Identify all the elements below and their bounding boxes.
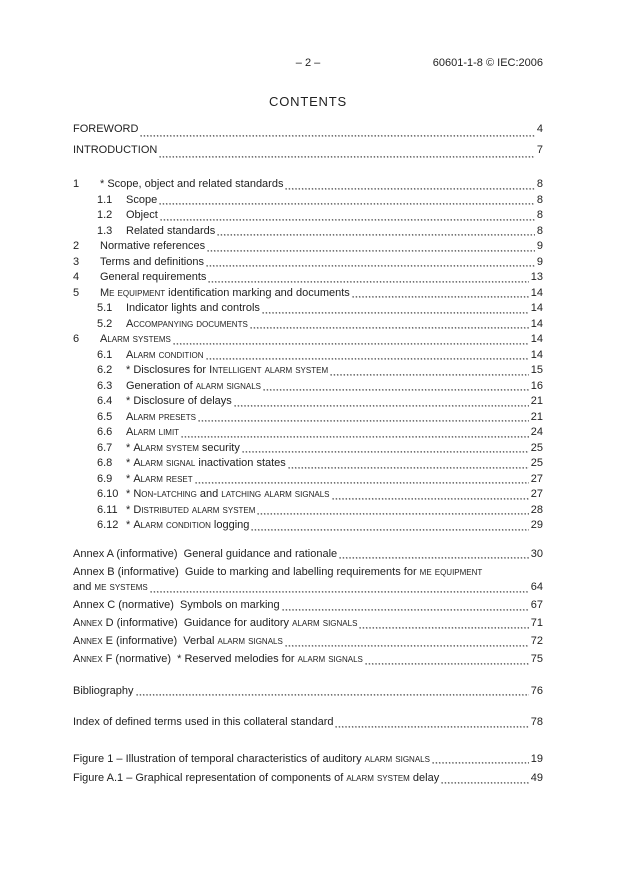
toc-entry [73, 410, 543, 426]
toc-entry-label [73, 616, 357, 632]
toc-entry-label [126, 193, 157, 209]
dot-leader [159, 140, 535, 161]
toc-entry-label [100, 286, 350, 302]
toc-entry-number: 6.11 [97, 503, 118, 516]
defined-term-text: Me equipment [100, 286, 166, 299]
defined-term-text: me systems [94, 581, 148, 593]
toc-entry-label [100, 332, 171, 348]
toc-entry-label [126, 394, 232, 410]
toc-entry-label [126, 379, 261, 395]
toc-entry-number: 6.10 [97, 488, 119, 500]
dot-leader [263, 379, 529, 395]
toc-entry-label [73, 547, 337, 563]
plain-text: Scope [126, 193, 158, 206]
toc-entry-label [73, 684, 134, 700]
toc-entry-page: 14 [530, 317, 543, 330]
toc-entry-label [73, 715, 333, 731]
plain-text: (informative) Guidance for auditory [113, 617, 293, 629]
defined-term-text: Annex D [73, 617, 114, 629]
toc-entry [73, 441, 543, 457]
toc-entry [73, 518, 543, 534]
toc-entry-page: 21 [530, 395, 543, 407]
toc-entry-page: 49 [530, 772, 543, 784]
toc-entry [73, 119, 543, 140]
toc-entry [73, 332, 543, 348]
plain-text: FOREWORD [73, 123, 139, 135]
dot-leader [285, 177, 534, 193]
toc-entry-label [126, 317, 248, 333]
toc-entry [73, 487, 543, 503]
toc-entry-number: 6.9 [97, 472, 113, 485]
toc-entry-number: 3 [73, 255, 80, 268]
toc-entry-page: 30 [530, 547, 543, 560]
toc-entry-page: 19 [530, 752, 543, 765]
defined-term-text: alarm signals [217, 635, 283, 647]
defined-term-text: Annex F [73, 653, 113, 665]
dot-leader [332, 487, 529, 503]
toc-entry-number: 1.1 [97, 193, 113, 206]
dot-leader [150, 580, 529, 596]
toc-entry [73, 239, 543, 255]
toc-entry [73, 394, 543, 410]
dot-leader [206, 348, 529, 364]
toc-entry-page: 9 [536, 240, 543, 252]
dot-leader [140, 119, 534, 140]
dot-leader [217, 224, 535, 240]
toc-entry-number: 5 [73, 286, 80, 299]
toc-entry-number: 2 [73, 240, 80, 252]
toc-entry [73, 286, 543, 302]
toc-entry-page: 27 [530, 472, 543, 485]
dot-leader [441, 771, 529, 787]
toc-entry-number: 6.2 [97, 364, 113, 376]
toc-entry [73, 363, 543, 379]
defined-term-text: Alarm signal [133, 457, 196, 469]
toc-entry-page: 14 [530, 348, 543, 361]
plain-text: Related standards [126, 224, 216, 237]
dot-leader [173, 332, 529, 348]
plain-text: identification marking and documents [165, 286, 350, 299]
toc-entry-label [73, 119, 138, 140]
toc-entry-page: 8 [536, 224, 543, 237]
toc-front-matter [73, 119, 543, 161]
toc-entry [73, 301, 543, 317]
plain-text: Terms and definitions [100, 255, 204, 268]
toc-entry-page: 25 [530, 441, 543, 454]
toc-entry-number: 6.4 [97, 395, 113, 407]
toc-entry [73, 715, 543, 731]
toc-entry-page: 8 [536, 193, 543, 206]
toc-entry-label [126, 301, 260, 317]
defined-term-text: Alarm limit [126, 426, 180, 438]
toc-entry [73, 255, 543, 271]
toc-entry-page: 7 [536, 144, 543, 156]
plain-text: * [126, 457, 134, 469]
toc-entry-page: 27 [530, 488, 543, 500]
defined-term-text: alarm signals [292, 617, 358, 629]
dot-leader [257, 503, 528, 519]
dot-leader [206, 255, 535, 271]
toc-entry-page: 14 [530, 286, 543, 299]
toc-entry-label [126, 456, 286, 472]
toc-entry-number: 6.7 [97, 441, 113, 454]
plain-text: security [198, 441, 240, 454]
toc-entry-label [100, 177, 283, 193]
plain-text: Figure 1 – Illustration of temporal characteristics of auditory [73, 752, 365, 765]
toc-entry-label [126, 348, 204, 364]
toc-entry [73, 348, 543, 364]
toc-entry [73, 771, 543, 787]
toc-entry [73, 208, 543, 224]
dot-leader [262, 301, 529, 317]
plain-text: (informative) Verbal [112, 635, 218, 647]
defined-term-text: Annex E [73, 635, 113, 647]
plain-text: Indicator lights and controls [126, 302, 260, 314]
toc-entry [73, 565, 543, 581]
toc-entry [73, 270, 543, 286]
dot-leader [352, 286, 529, 302]
toc-entry-page: 15 [530, 364, 543, 376]
plain-text: * [126, 488, 134, 500]
dot-leader [208, 270, 528, 286]
dot-leader [198, 410, 529, 426]
toc-entry-label [126, 208, 158, 224]
defined-term-text: Intelligent alarm system [209, 364, 329, 376]
dot-leader [282, 598, 529, 614]
toc-entry-page: 8 [536, 178, 543, 190]
toc-entry [73, 684, 543, 700]
toc-entry-page: 21 [530, 410, 543, 423]
toc-entry [73, 456, 543, 472]
toc-entry-label [73, 565, 482, 581]
plain-text: * [126, 441, 134, 454]
dot-leader [330, 363, 529, 379]
defined-term-text: me equipment [419, 565, 483, 578]
toc-entry-page: 14 [530, 302, 543, 314]
toc-entry [73, 652, 543, 668]
toc-entry-label [126, 363, 328, 379]
toc-entry-label [126, 224, 215, 240]
dot-leader [159, 193, 535, 209]
toc-entry-number: 6.3 [97, 379, 113, 392]
toc-entry [73, 140, 543, 161]
plain-text: INTRODUCTION [73, 144, 158, 156]
plain-text: (normative) * Reserved melodies for [112, 653, 298, 665]
toc-entry [73, 193, 543, 209]
toc-entry-page: 25 [530, 457, 543, 469]
toc-entry-label [73, 634, 283, 650]
plain-text: * [126, 503, 134, 516]
page-header [73, 56, 543, 70]
toc-entry-number: 6.1 [97, 348, 113, 361]
toc-entry-page: 67 [530, 599, 543, 611]
plain-text: inactivation states [195, 457, 286, 469]
defined-term-text: alarm signals [297, 653, 363, 665]
toc-entry-label [126, 410, 196, 426]
dot-leader [339, 547, 529, 563]
toc-figures [73, 752, 543, 787]
dot-leader [335, 715, 528, 731]
defined-term-text: alarm signals [364, 752, 430, 765]
plain-text: Annex A (informative) General guidance and rationale [73, 547, 338, 560]
toc-entry-page: 13 [530, 271, 543, 283]
plain-text: and [73, 581, 95, 593]
dot-leader [242, 441, 529, 457]
dot-leader [160, 208, 535, 224]
toc-entry-number: 6 [73, 333, 80, 345]
defined-term-text: alarm system [346, 772, 410, 784]
dot-leader [288, 456, 529, 472]
toc-entry-label [126, 425, 179, 441]
defined-term-text: Alarm presets [126, 410, 196, 423]
plain-text: Annex B (informative) Guide to marking and labelling requirements for [73, 565, 420, 578]
toc-entry-page: 16 [530, 379, 543, 392]
toc-entry-page: 4 [536, 123, 543, 135]
toc-entry [73, 224, 543, 240]
defined-term-text: Alarm reset [133, 472, 193, 485]
toc-entry [73, 547, 543, 563]
toc-entry-number: 6.5 [97, 410, 113, 423]
toc-entry-label [73, 598, 280, 614]
toc-entry [73, 634, 543, 650]
plain-text: and [196, 488, 222, 500]
toc-entry [73, 379, 543, 395]
defined-term-text: latching alarm signals [221, 488, 330, 500]
toc-entry-page: 8 [536, 209, 543, 221]
toc-entry-number: 6.6 [97, 426, 113, 438]
plain-text: logging [210, 519, 250, 531]
toc-entry-label [73, 771, 439, 787]
toc-entry-page: 14 [530, 333, 543, 345]
toc-entry-number: 6.8 [97, 457, 113, 469]
plain-text: General requirements [100, 271, 207, 283]
toc-entry-label [126, 503, 255, 519]
toc-back-matter [73, 684, 543, 731]
toc-entry [73, 177, 543, 193]
defined-term-text: Distributed alarm system [133, 503, 256, 516]
defined-term-text: alarm signals [195, 379, 262, 392]
toc-entry-number: 1.2 [97, 209, 113, 221]
toc-entry-label [126, 472, 193, 488]
plain-text: * [126, 519, 134, 531]
toc-entry [73, 580, 543, 596]
dot-leader [285, 634, 529, 650]
toc-entry-page: 75 [530, 653, 543, 665]
toc-entry-label [100, 239, 205, 255]
dot-leader [365, 652, 529, 668]
defined-term-text: Accompanying documents [126, 317, 248, 330]
toc-entry-label [73, 652, 363, 668]
dot-leader [250, 317, 529, 333]
toc-entry [73, 598, 543, 614]
dot-leader [136, 684, 529, 700]
toc-entry [73, 472, 543, 488]
toc-entry [73, 425, 543, 441]
toc-entry-number: 1 [73, 178, 80, 190]
toc-entry-page: 78 [530, 716, 543, 728]
toc-entry [73, 503, 543, 519]
toc-sections [73, 177, 543, 534]
plain-text: Index of defined terms used in this collateral standard [73, 716, 334, 728]
toc-entry-label [126, 441, 240, 457]
header-doc-reference: 60601-1-8 © IEC:2006 [432, 57, 543, 69]
toc-entry-page: 24 [530, 426, 543, 438]
defined-term-text: Alarm condition [126, 348, 204, 361]
toc-entry-number: 4 [73, 271, 80, 283]
toc-entry-number: 1.3 [97, 224, 113, 237]
contents-title: CONTENTS [269, 94, 347, 109]
dot-leader [195, 472, 529, 488]
header-page-number: – 2 – [295, 57, 321, 69]
toc-entry-page: 9 [536, 255, 543, 268]
plain-text: * Scope, object and related standards [100, 178, 284, 190]
plain-text: Figure A.1 – Graphical representation of components of [73, 772, 347, 784]
toc-entry [73, 616, 543, 632]
plain-text: delay [409, 772, 440, 784]
toc-entry-page: 72 [530, 635, 543, 647]
toc-entry [73, 752, 543, 768]
plain-text: Normative references [100, 240, 206, 252]
plain-text: Object [126, 209, 158, 221]
dot-leader [181, 425, 529, 441]
defined-term-text: Alarm system [133, 441, 199, 454]
toc-entry-number: 6.12 [97, 519, 119, 531]
toc-entry-page: 71 [530, 617, 543, 629]
toc-entry-page: 28 [530, 503, 543, 516]
toc-entry-label [73, 140, 157, 161]
toc-entry-page: 29 [530, 519, 543, 531]
plain-text: Bibliography [73, 684, 134, 697]
toc-entry-page: 64 [530, 581, 543, 593]
plain-text: Generation of [126, 379, 196, 392]
toc-entry-label [126, 487, 330, 503]
plain-text: * Disclosures for [126, 364, 210, 376]
toc-entry-number: 5.1 [97, 302, 113, 314]
toc-entry-label [126, 518, 249, 534]
toc-entry [73, 317, 543, 333]
toc-entry-label [100, 270, 206, 286]
toc-entry-label [100, 255, 204, 271]
dot-leader [359, 616, 528, 632]
plain-text: * [126, 472, 134, 485]
dot-leader [432, 752, 529, 768]
dot-leader [234, 394, 529, 410]
toc-annexes [73, 547, 543, 668]
dot-leader [251, 518, 528, 534]
plain-text: * Disclosure of delays [126, 395, 232, 407]
defined-term-text: Alarm systems [100, 333, 171, 345]
plain-text: Annex C (normative) Symbols on marking [73, 599, 280, 611]
toc-entry-number: 5.2 [97, 317, 113, 330]
defined-term-text: Alarm condition [133, 519, 211, 531]
defined-term-text: Non-latching [133, 488, 197, 500]
toc-entry-label [73, 752, 430, 768]
toc-entry-page: 76 [530, 684, 543, 697]
toc-entry-label [73, 580, 148, 596]
dot-leader [207, 239, 535, 255]
